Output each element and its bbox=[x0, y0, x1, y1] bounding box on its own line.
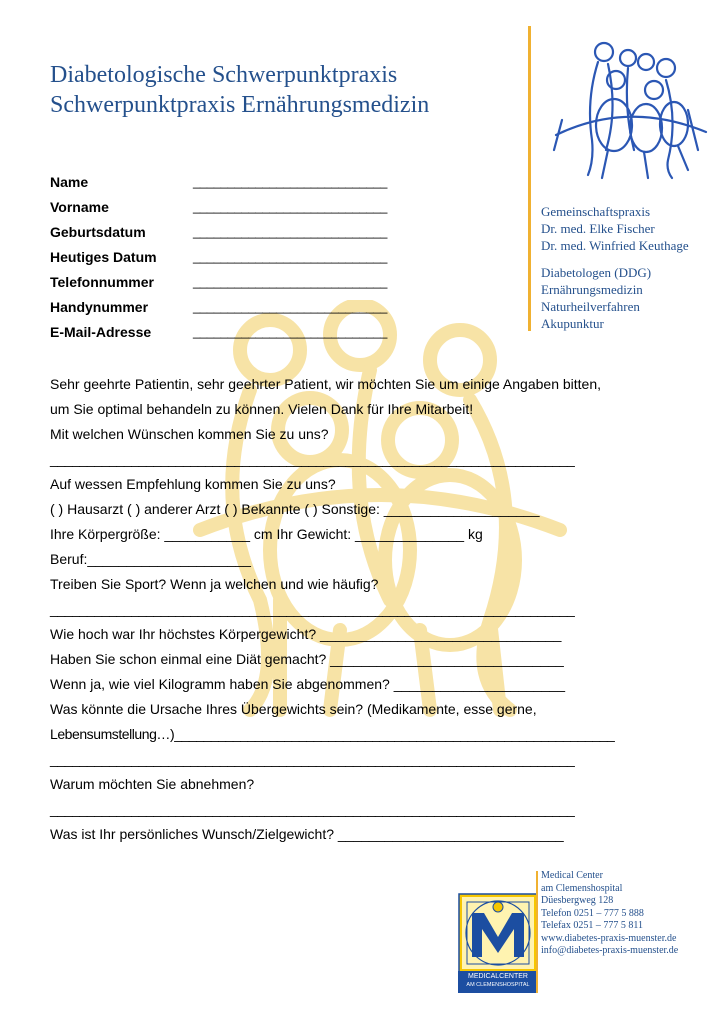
answer-line[interactable]: _______________________________________________________________________ bbox=[50, 601, 575, 617]
address-line: am Clemenshospital bbox=[541, 882, 623, 894]
field-blank-email[interactable]: ____________________________ bbox=[193, 324, 388, 339]
practice-info bbox=[541, 203, 689, 254]
intro-text: Sehr geehrte Patientin, sehr geehrter Patient, wir möchten Sie um einige Angaben bitten, bbox=[50, 376, 602, 392]
field-label-email: E-Mail-Adresse bbox=[50, 324, 152, 340]
answer-line[interactable]: _______________________________________________________________________ bbox=[50, 801, 575, 817]
field-blank-vorname[interactable]: ____________________________ bbox=[193, 199, 388, 214]
practice-type: Gemeinschaftspraxis bbox=[541, 204, 651, 219]
field-label-handynummer: Handynummer bbox=[50, 299, 149, 315]
question-target-weight[interactable]: Was ist Ihr persönliches Wunsch/Zielgewicht? _____________________________ bbox=[50, 826, 564, 842]
referral-options[interactable]: ( ) Hausarzt ( ) anderer Arzt ( ) Bekannte ( ) Sonstige: ____________________ bbox=[50, 501, 540, 517]
footer-address bbox=[541, 870, 678, 958]
specialty-item: Diabetologen (DDG) bbox=[541, 265, 652, 280]
intro-text: um Sie optimal behandeln zu können. Vielen Dank für Ihre Mitarbeit! bbox=[50, 401, 474, 417]
address-line: Düesbergweg 128 bbox=[541, 895, 614, 906]
logo-text: AM CLEMENSHOSPITAL bbox=[466, 982, 530, 988]
answer-line[interactable]: _______________________________________________________________________ bbox=[50, 751, 575, 767]
address-line: Medical Center bbox=[541, 870, 603, 881]
practice-logo-figures bbox=[548, 40, 708, 180]
question-why-lose: Warum möchten Sie abnehmen? bbox=[50, 776, 255, 792]
field-blank-name[interactable]: ____________________________ bbox=[193, 174, 388, 189]
question-wishes: Mit welchen Wünschen kommen Sie zu uns? bbox=[50, 426, 329, 442]
specialty-item: Akupunktur bbox=[541, 316, 604, 331]
question-height-weight[interactable]: Ihre Körpergröße: ___________ cm Ihr Gewicht: ______________ kg bbox=[50, 526, 483, 542]
footer-divider bbox=[536, 871, 538, 993]
question-referral: Auf wessen Empfehlung kommen Sie zu uns? bbox=[50, 476, 336, 492]
question-diet[interactable]: Haben Sie schon einmal eine Diät gemacht? ______________________________ bbox=[50, 651, 564, 667]
field-blank-geburtsdatum[interactable]: ____________________________ bbox=[193, 224, 388, 239]
accent-divider bbox=[528, 26, 531, 331]
specialty-item: Ernährungsmedizin bbox=[541, 282, 643, 297]
question-sport: Treiben Sie Sport? Wenn ja welchen und wie häufig? bbox=[50, 576, 379, 592]
question-cause: Was könnte die Ursache Ihres Übergewichts sein? (Medikamente, esse gerne, bbox=[50, 701, 537, 717]
field-blank-telefonnummer[interactable]: ____________________________ bbox=[193, 274, 388, 289]
field-label-telefonnummer: Telefonnummer bbox=[50, 274, 154, 290]
field-blank-handynummer[interactable]: ____________________________ bbox=[193, 299, 388, 314]
question-max-weight[interactable]: Wie hoch war Ihr höchstes Körpergewicht? _______________________________ bbox=[50, 626, 562, 642]
page-subtitle: Schwerpunktpraxis Ernährungsmedizin bbox=[50, 92, 430, 118]
logo-text: MEDICALCENTER bbox=[468, 973, 528, 980]
logo-caption bbox=[460, 972, 536, 990]
field-label-geburtsdatum: Geburtsdatum bbox=[50, 224, 146, 240]
specialties-list bbox=[541, 264, 651, 332]
specialty-item: Naturheilverfahren bbox=[541, 299, 640, 314]
question-occupation[interactable]: Beruf:_____________________ bbox=[50, 551, 251, 567]
website-link[interactable]: www.diabetes-praxis-muenster.de bbox=[541, 932, 677, 944]
phone: Telefon 0251 – 777 5 888 bbox=[541, 907, 644, 919]
doctor-name: Dr. med. Elke Fischer bbox=[541, 221, 655, 236]
field-label-vorname: Vorname bbox=[50, 199, 109, 215]
field-label-name: Name bbox=[50, 174, 89, 190]
page-title: Diabetologische Schwerpunktpraxis bbox=[50, 62, 398, 88]
field-label-heutiges-datum: Heutiges Datum bbox=[50, 249, 157, 265]
fax: Telefax 0251 – 777 5 811 bbox=[541, 920, 643, 931]
question-kilos-lost[interactable]: Wenn ja, wie viel Kilogramm haben Sie abgenommen? ______________________ bbox=[50, 676, 565, 692]
answer-line-cause[interactable]: Lebensumstellung…)____________________________________________________________ bbox=[50, 726, 615, 742]
doctor-name: Dr. med. Winfried Keuthage bbox=[541, 238, 689, 253]
email-link[interactable]: info@diabetes-praxis-muenster.de bbox=[541, 945, 679, 956]
answer-line[interactable]: _______________________________________________________________________ bbox=[50, 451, 575, 467]
field-blank-heutiges-datum[interactable]: ____________________________ bbox=[193, 249, 388, 264]
